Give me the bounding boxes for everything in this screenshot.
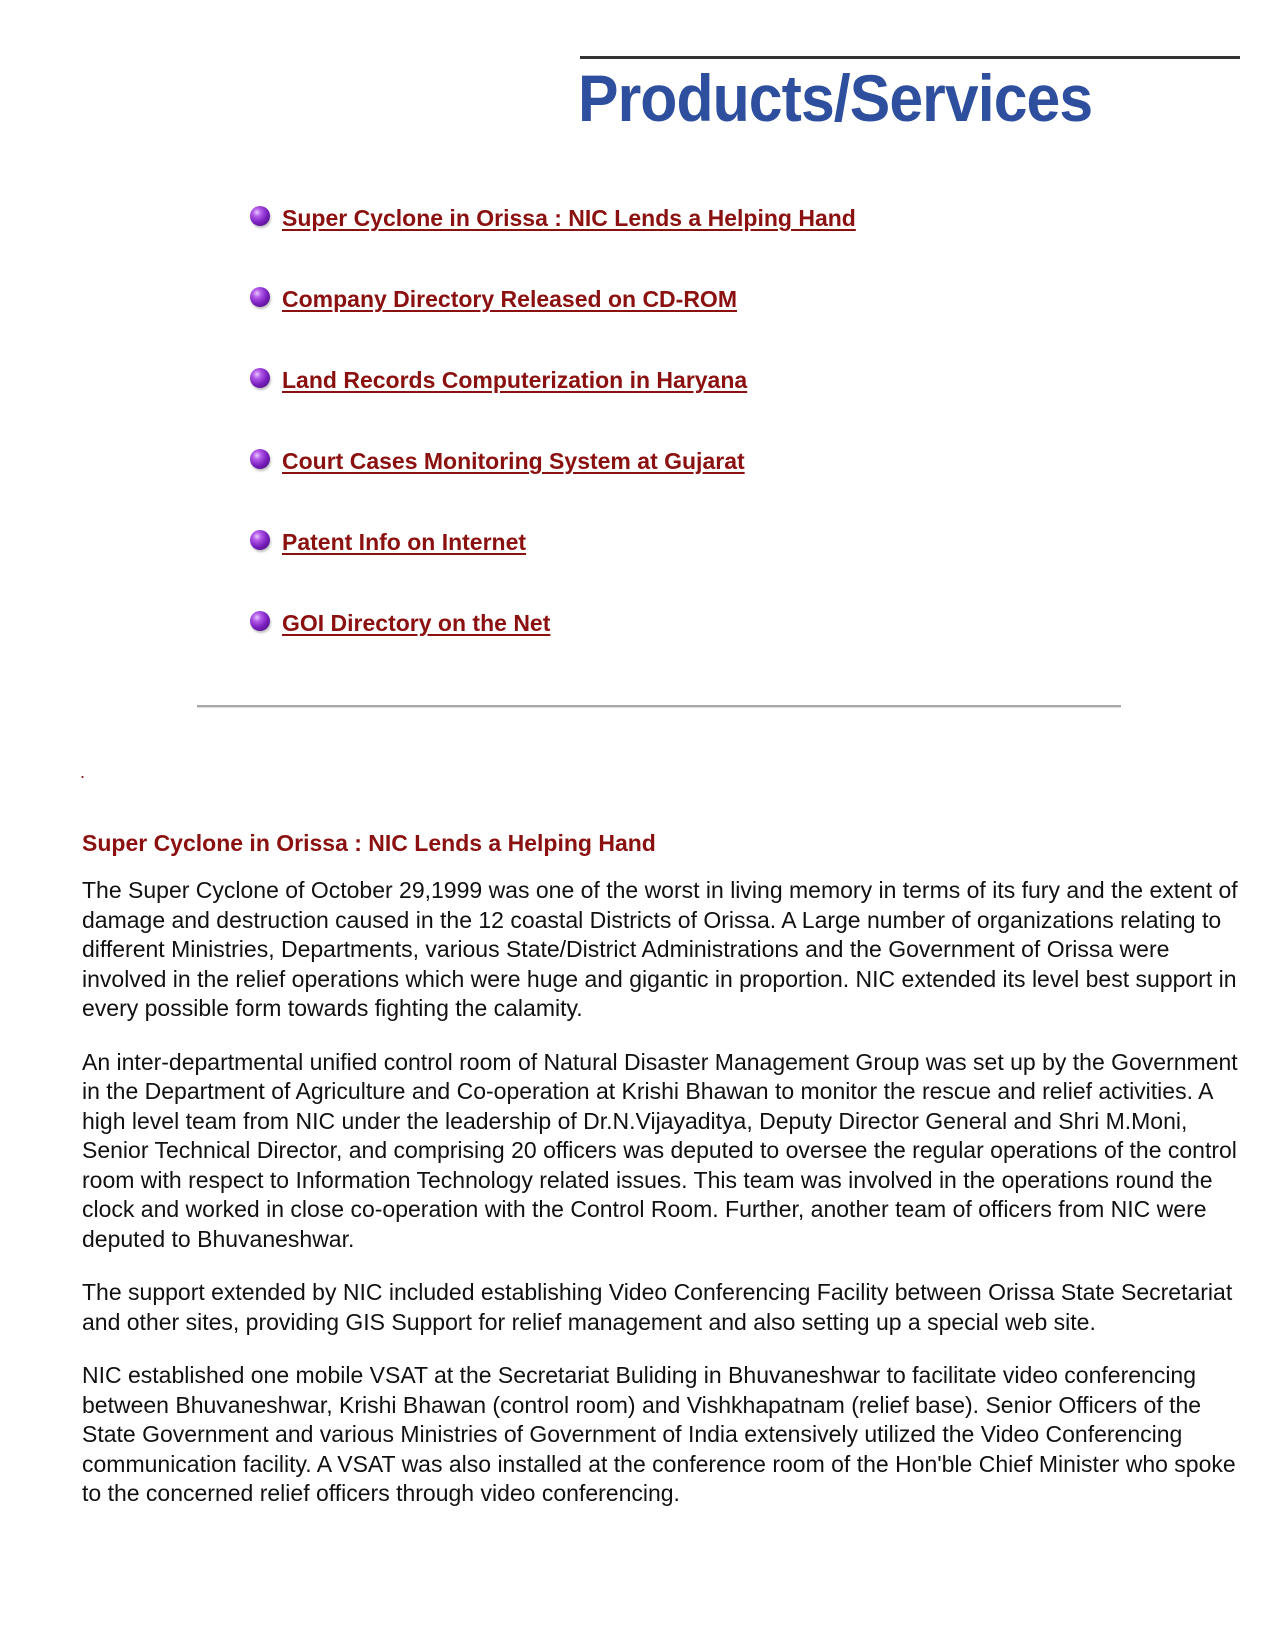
page-title: Products/Services <box>578 61 1093 135</box>
article-paragraph: The Super Cyclone of October 29,1999 was one of the worst in living memory in terms of its fury and the extent of damage and destruction caused in the 12 coastal Districts of Orissa. A Large number of organizations relating to different Ministries, Departments, various State/District Administrations and the Government of Orissa were involved in the relief operations which were huge and gigantic in proportion. NIC extended its level best support in every possible form towards fighting the calamity. <box>82 877 1238 1021</box>
link-patent-info[interactable]: Patent Info on Internet <box>282 529 527 555</box>
article-title: Super Cyclone in Orissa : NIC Lends a Helping Hand <box>82 830 656 856</box>
bullet-icon <box>250 287 270 307</box>
link-goi-directory[interactable]: GOI Directory on the Net <box>282 610 551 636</box>
article-paragraph: An inter-departmental unified control room of Natural Disaster Management Group was set up by the Government in the Department of Agriculture and Co-operation at Krishi Bhawan to monitor the rescue and relief activities. A high level team from NIC under the leadership of Dr.N.Vijayaditya, Deputy Director General and Shri M.Moni, Senior Technical Director, and comprising 20 officers was deputed to oversee the regular operations of the control room with respect to Information Technology related issues. This team was involved in the operations round the clock and worked in close co-operation with the Control Room. Further, another team of officers from NIC were deputed to Bhuvaneshwar. <box>82 1048 1238 1252</box>
article-paragraph: The support extended by NIC included establishing Video Conferencing Facility between Orissa State Secretariat and other sites, providing GIS Support for relief management and also setting up a special web site. <box>82 1279 1233 1335</box>
bullet-icon <box>250 368 270 388</box>
bullet-icon <box>250 206 270 226</box>
article-paragraph: NIC established one mobile VSAT at the Secretariat Buliding in Bhuvaneshwar to facilitate video conferencing between Bhuvaneshwar, Krishi Bhawan (control room) and Vishkhapatnam (relief base). Senior Officers of the State Government and various Ministries of Government of India extensively utilized the Video Conferencing communication facility. A VSAT was also installed at the conference room of the Hon'ble Chief Minister who spoke to the concerned relief officers through video conferencing. <box>82 1362 1236 1506</box>
link-land-records[interactable]: Land Records Computerization in Haryana <box>282 367 748 393</box>
link-super-cyclone[interactable]: Super Cyclone in Orissa : NIC Lends a Helping Hand <box>282 205 856 231</box>
bullet-icon <box>250 449 270 469</box>
bullet-icon <box>250 611 270 631</box>
section-divider <box>197 705 1121 708</box>
bullet-icon <box>250 530 270 550</box>
link-company-directory[interactable]: Company Directory Released on CD-ROM <box>282 286 737 312</box>
link-court-cases[interactable]: Court Cases Monitoring System at Gujarat <box>282 448 745 474</box>
separator-dot: . <box>80 762 86 782</box>
article <box>82 829 1242 1533</box>
